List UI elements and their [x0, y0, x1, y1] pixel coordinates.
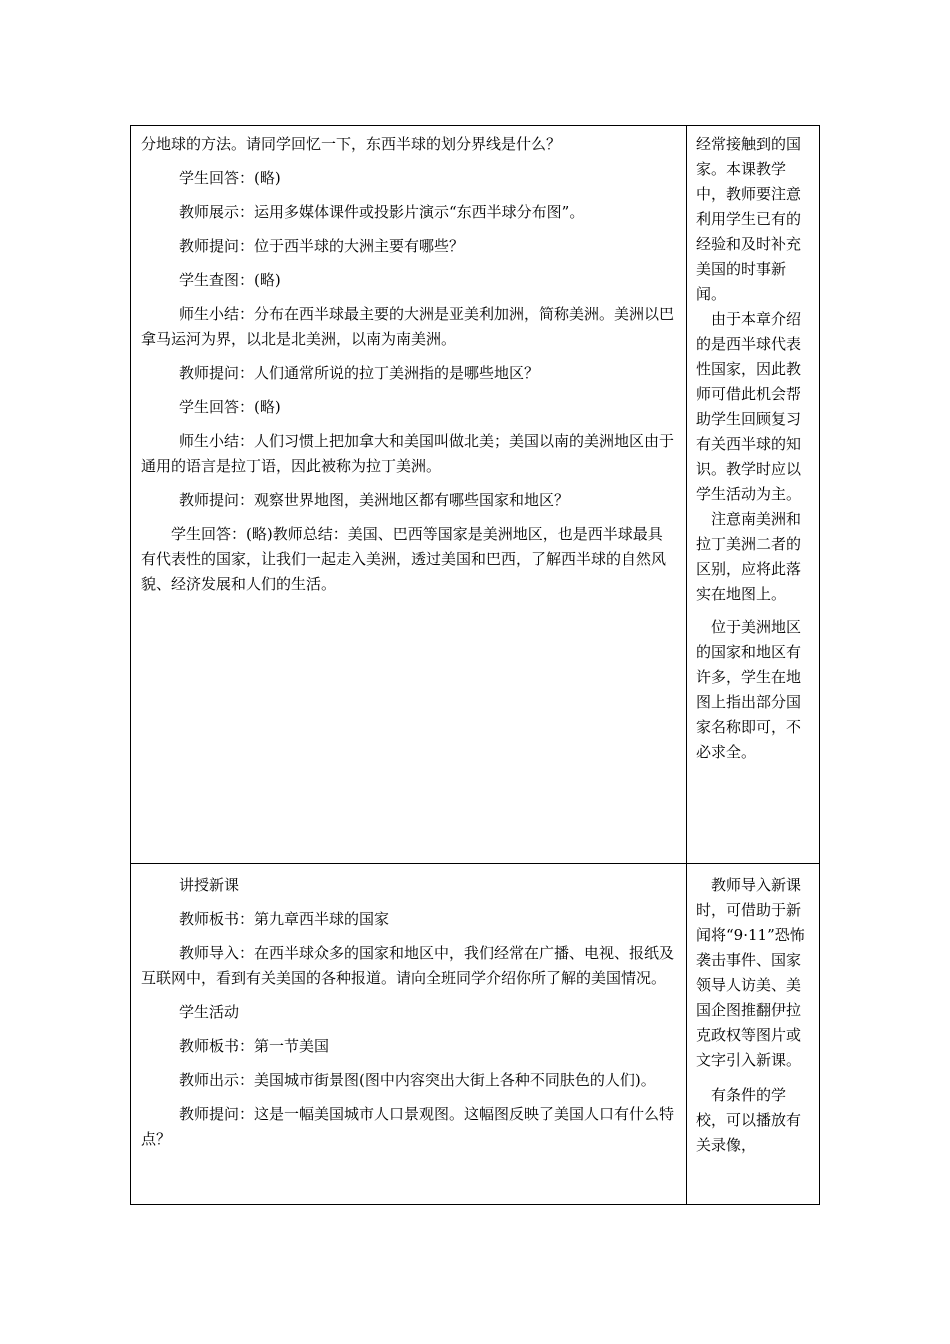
note-paragraph: 教师导入新课时，可借助于新闻将“9·11”恐怖袭击事件、国家领导人访美、美国企图推翻伊拉克政权等图片或文字引入新课。	[696, 876, 805, 1069]
lesson-plan-table	[130, 125, 820, 1205]
note-paragraph: 经常接触到的国家。本课教学中，教师要注意利用学生已有的经验和及时补充美国的时事新闻。	[696, 135, 802, 303]
paragraph: 教师提问：这是一幅美国城市人口景观图。这幅图反映了美国人口有什么特点？	[141, 1105, 675, 1148]
paragraph: 教师提问：观察世界地图，美洲地区都有哪些国家和地区？	[179, 491, 570, 509]
paragraph: 讲授新课	[179, 876, 240, 894]
column-divider	[686, 126, 687, 1204]
row-divider	[131, 863, 819, 864]
paragraph: 学生回答：(略)教师总结：美国、巴西等国家是美洲地区，也是西半球最具有代表性的国家，让我们一起走入美洲，透过美国和巴西，了解西半球的自然风貌、经济发展和人们的生活。	[141, 525, 667, 593]
paragraph: 分地球的方法。请同学回忆一下，东西半球的划分界线是什么？	[141, 135, 562, 153]
paragraph: 教师提问：人们通常所说的拉丁美洲指的是哪些地区？	[179, 364, 540, 382]
paragraph: 师生小结：人们习惯上把加拿大和美国叫做北美；美国以南的美洲地区由于通用的语言是拉丁语，因此被称为拉丁美洲。	[141, 432, 675, 475]
paragraph: 教师展示：运用多媒体课件或投影片演示“东西半球分布图”。	[179, 203, 585, 221]
note-paragraph: 注意南美洲和拉丁美洲二者的区别，应将此落实在地图上。	[696, 510, 802, 603]
paragraph: 教师出示：美国城市街景图(图中内容突出大街上各种不同肤色的人们)。	[179, 1071, 656, 1089]
note-paragraph: 由于本章介绍的是西半球代表性国家，因此教师可借此机会帮助学生回顾复习有关西半球的知识。教学时应以学生活动为主。	[696, 310, 802, 503]
note-paragraph: 有条件的学校，可以播放有关录像，	[696, 1086, 802, 1154]
row1-main-cell	[141, 132, 674, 606]
paragraph: 学生回答：(略)	[179, 169, 281, 187]
row2-notes-cell	[696, 873, 808, 1158]
paragraph: 学生查图：(略)	[179, 271, 281, 289]
paragraph: 师生小结：分布在西半球最主要的大洲是亚美利加洲，简称美洲。美洲以巴拿马运河为界，以北是北美洲，以南为南美洲。	[141, 305, 675, 348]
paragraph: 教师提问：位于西半球的大洲主要有哪些？	[179, 237, 465, 255]
paragraph: 学生回答：(略)	[179, 398, 281, 416]
note-paragraph: 位于美洲地区的国家和地区有许多，学生在地图上指出部分国家名称即可，不必求全。	[696, 618, 802, 761]
row2-main-cell	[141, 873, 674, 1161]
paragraph: 学生活动	[179, 1003, 240, 1021]
paragraph: 教师板书：第九章西半球的国家	[179, 910, 390, 928]
paragraph: 教师导入：在西半球众多的国家和地区中，我们经常在广播、电视、报纸及互联网中，看到有关美国的各种报道。请向全班同学介绍你所了解的美国情况。	[141, 944, 675, 987]
paragraph: 教师板书：第一节美国	[179, 1037, 330, 1055]
row1-notes-cell	[696, 132, 808, 765]
